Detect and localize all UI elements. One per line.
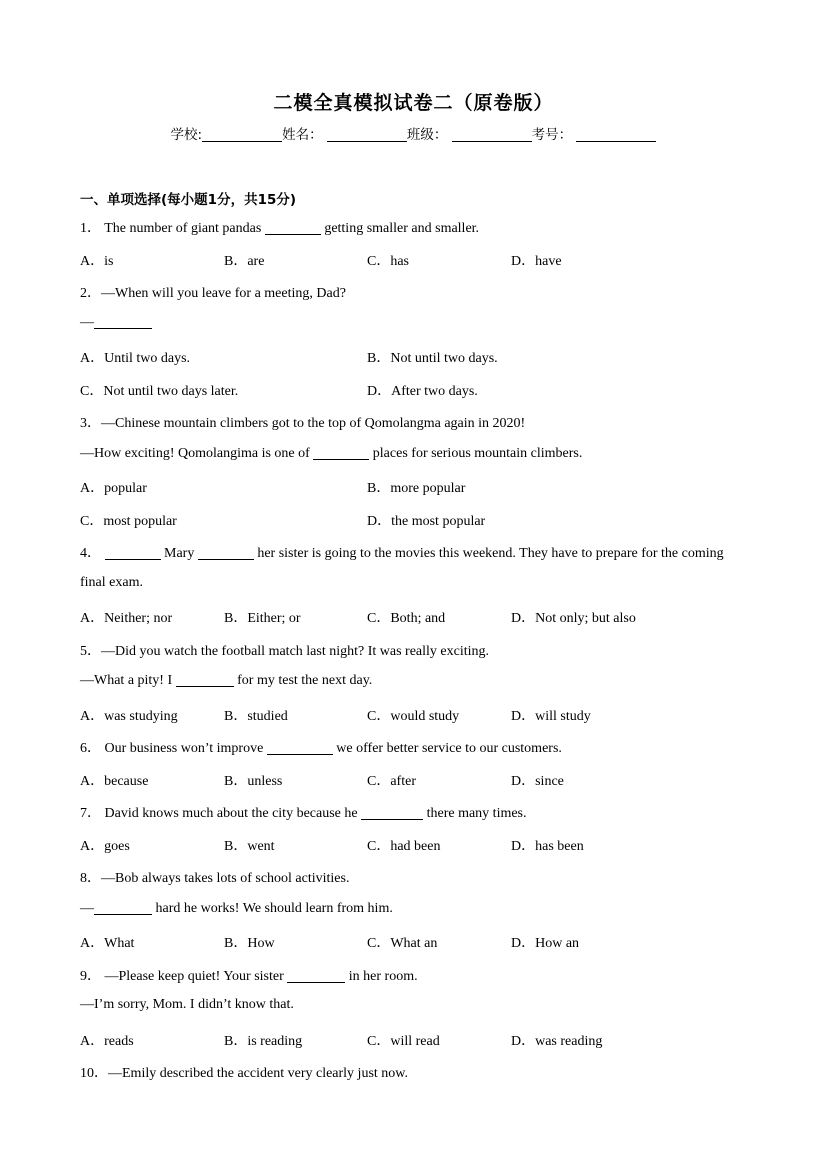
option-b[interactable]: B．is reading — [224, 1034, 303, 1049]
name-label: 姓名： — [282, 127, 323, 143]
option-d[interactable]: D．How an — [511, 936, 580, 951]
option-d[interactable]: D．After two days. — [367, 384, 478, 399]
question-stem: 6． Our business won’t improve we offer better service to our customers. — [80, 741, 562, 756]
question-stem: 2．—When will you leave for a meeting, Dad? — [80, 286, 346, 301]
name-field[interactable] — [327, 127, 407, 142]
option-b[interactable]: B．How — [224, 936, 275, 951]
option-b[interactable]: B．more popular — [367, 481, 466, 496]
question-stem: 5．—Did you watch the football match last night? It was really exciting. — [80, 644, 490, 659]
answer-blank — [105, 545, 161, 560]
option-c[interactable]: C．will read — [367, 1034, 440, 1049]
question-stem: 4． Mary her sister is going to the movies this weekend. They have to prepare for the coming — [80, 546, 724, 561]
answer-blank — [94, 900, 152, 915]
question-stem: 1． The number of giant pandas getting smaller and smaller. — [80, 221, 480, 236]
class-label: 班级： — [406, 127, 448, 143]
question-number: 6． — [80, 741, 101, 756]
question-stem: 9． —Please keep quiet! Your sister in her room. — [80, 969, 418, 984]
option-c[interactable]: C．Both; and — [367, 611, 446, 626]
option-d[interactable]: D．Not only; but also — [511, 611, 636, 626]
question-stem-cont: final exam. — [80, 575, 143, 590]
option-a[interactable]: A．goes — [80, 839, 130, 854]
class-field[interactable] — [452, 127, 532, 142]
question-stem: 3．—Chinese mountain climbers got to the top of Qomolangma again in 2020! — [80, 416, 526, 431]
option-c[interactable]: C．has — [367, 254, 409, 269]
option-b[interactable]: B．studied — [224, 709, 288, 724]
answer-blank — [313, 445, 369, 460]
answer-blank — [267, 740, 333, 755]
page-title: 二模全真模拟试卷二（原卷版） — [273, 92, 554, 114]
option-d[interactable]: D．was reading — [511, 1034, 603, 1049]
option-b[interactable]: B．unless — [224, 774, 283, 789]
question-number: 9． — [80, 969, 101, 984]
question-number: 1． — [80, 221, 101, 236]
question-number: 5． — [80, 644, 101, 659]
option-a[interactable]: A．was studying — [80, 709, 178, 724]
school-label: 学校: — [170, 127, 203, 143]
answer-blank — [198, 545, 254, 560]
option-a[interactable]: A．popular — [80, 481, 147, 496]
question-reply: —What a pity! I for my test the next day. — [80, 673, 373, 688]
option-d[interactable]: D．has been — [511, 839, 584, 854]
option-d[interactable]: D．since — [511, 774, 564, 789]
option-c[interactable]: C．Not until two days later. — [80, 384, 239, 399]
question-number: 2． — [80, 286, 101, 301]
exam-no-field[interactable] — [576, 127, 656, 142]
option-b[interactable]: B．Not until two days. — [367, 351, 498, 366]
option-d[interactable]: D．have — [511, 254, 562, 269]
section-heading: 一、单项选择(每小题1分，共15分) — [80, 192, 297, 208]
question-number: 3． — [80, 416, 101, 431]
question-number: 10． — [80, 1066, 108, 1081]
question-number: 7． — [80, 806, 101, 821]
option-b[interactable]: B．went — [224, 839, 275, 854]
option-b[interactable]: B．are — [224, 254, 265, 269]
option-a[interactable]: A．What — [80, 936, 135, 951]
option-d[interactable]: D．will study — [511, 709, 591, 724]
question-reply: — — [80, 314, 152, 331]
option-a[interactable]: A．Neither; nor — [80, 611, 173, 626]
option-c[interactable]: C．would study — [367, 709, 460, 724]
question-number: 4． — [80, 546, 101, 561]
answer-blank — [361, 805, 423, 820]
option-b[interactable]: B．Either; or — [224, 611, 301, 626]
answer-blank — [287, 968, 345, 983]
option-a[interactable]: A．reads — [80, 1034, 134, 1049]
option-c[interactable]: C．What an — [367, 936, 438, 951]
question-number: 8． — [80, 871, 101, 886]
exam-no-label: 考号： — [531, 127, 573, 143]
answer-blank — [176, 672, 234, 687]
student-info-row — [0, 123, 827, 143]
question-reply: —How exciting! Qomolangima is one of places for serious mountain climbers. — [80, 446, 583, 461]
option-a[interactable]: A．Until two days. — [80, 351, 191, 366]
option-c[interactable]: C．after — [367, 774, 416, 789]
option-c[interactable]: C．had been — [367, 839, 441, 854]
option-d[interactable]: D．the most popular — [367, 514, 486, 529]
question-reply: —I’m sorry, Mom. I didn’t know that. — [80, 997, 294, 1012]
question-reply: — hard he works! We should learn from him. — [80, 901, 393, 916]
question-stem: 7． David knows much about the city because he there many times. — [80, 806, 527, 821]
option-a[interactable]: A．is — [80, 254, 114, 269]
option-c[interactable]: C．most popular — [80, 514, 177, 529]
option-a[interactable]: A．because — [80, 774, 149, 789]
school-field[interactable] — [202, 127, 282, 142]
question-stem: 8．—Bob always takes lots of school activities. — [80, 871, 350, 886]
question-stem: 10．—Emily described the accident very clearly just now. — [80, 1066, 408, 1081]
answer-blank — [265, 220, 321, 235]
answer-blank — [94, 314, 152, 329]
